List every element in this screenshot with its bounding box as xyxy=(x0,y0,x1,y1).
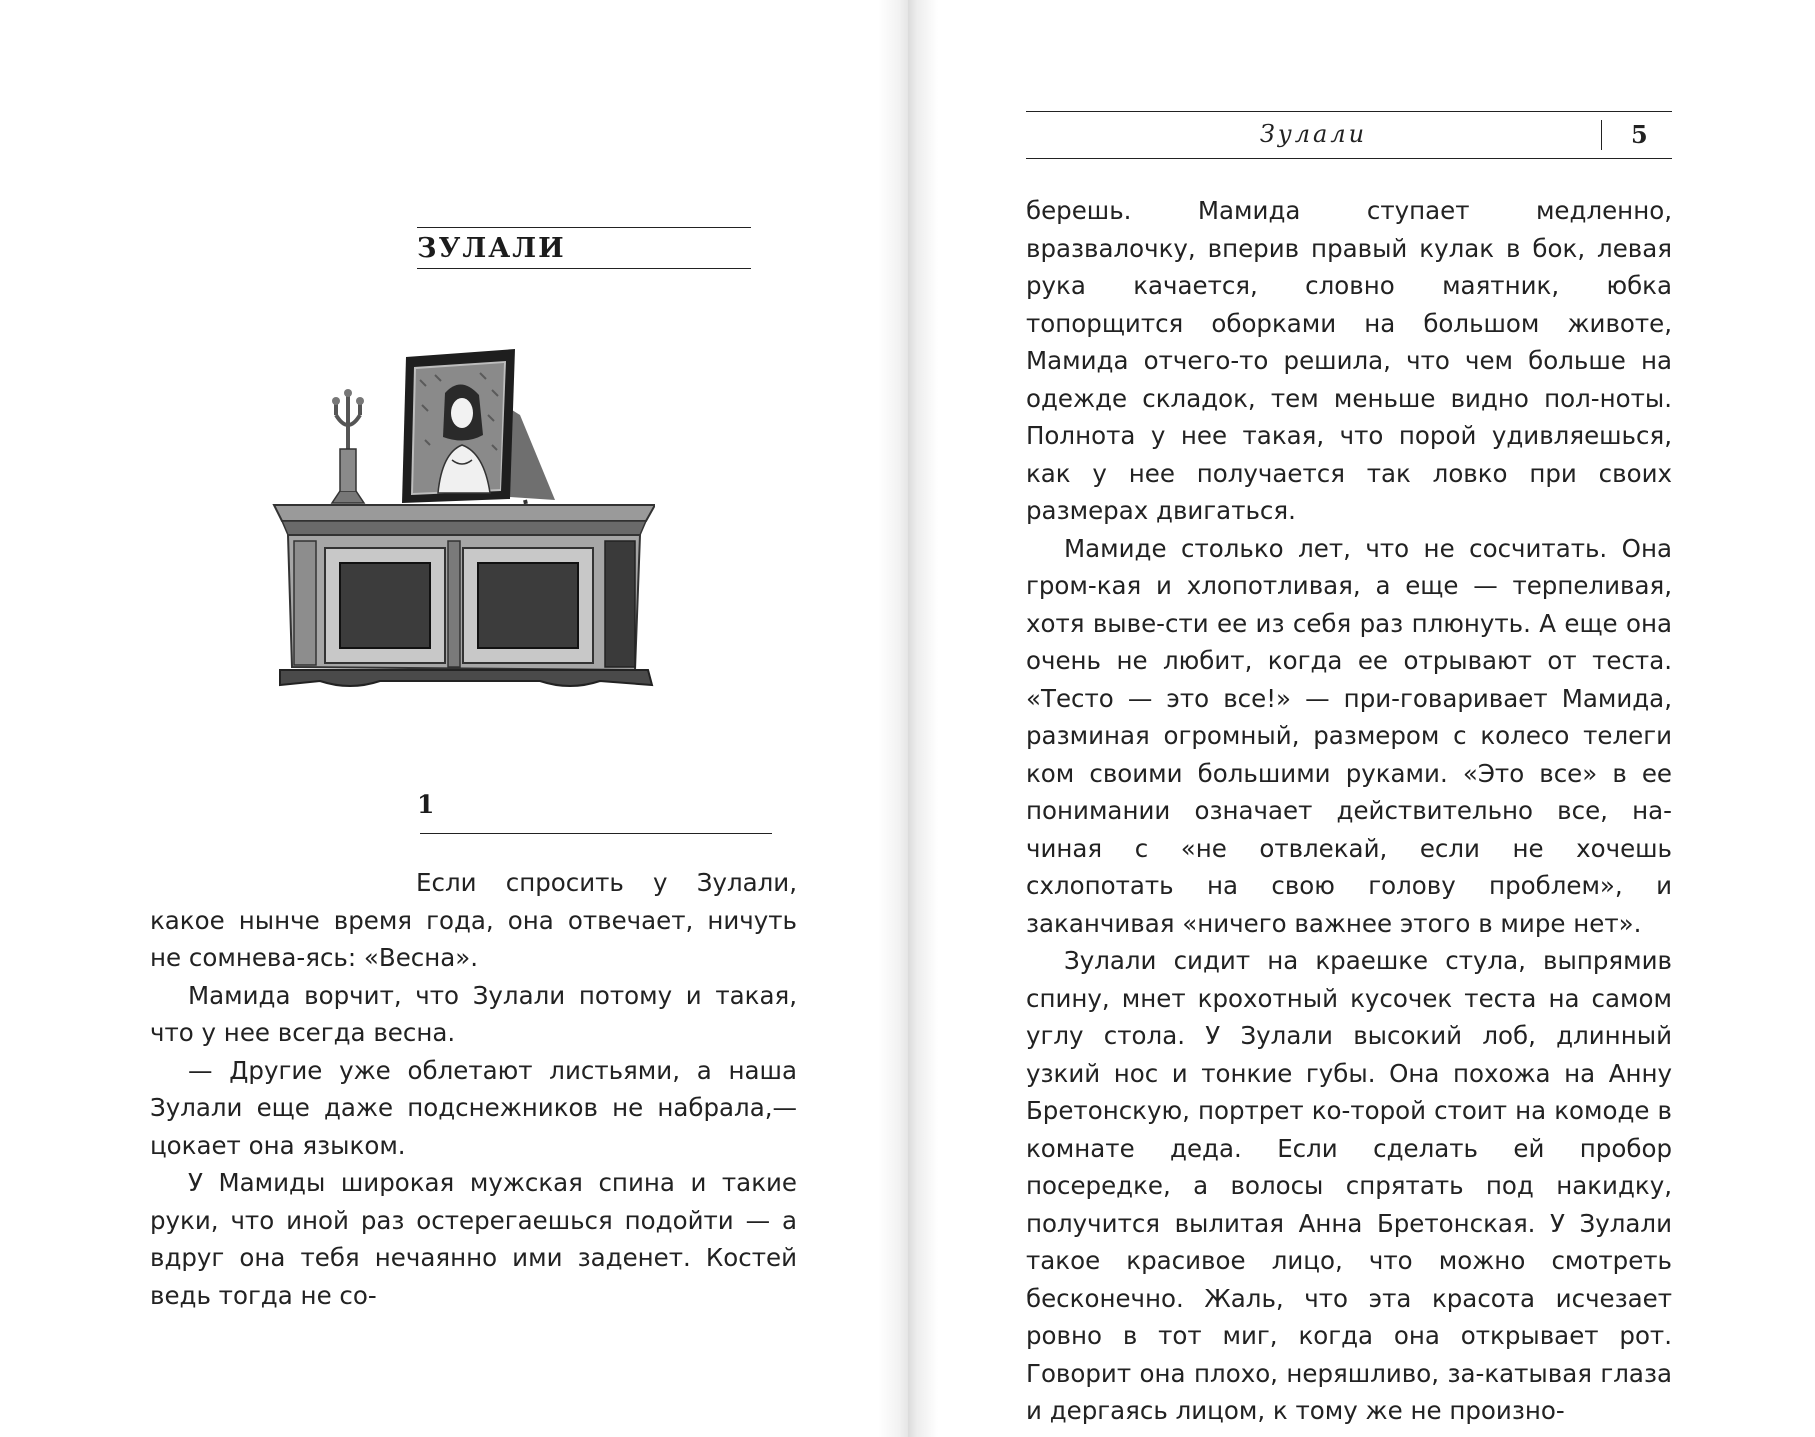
gutter-shadow-left xyxy=(878,0,908,1437)
dresser-portrait-illustration xyxy=(270,345,655,695)
paragraph: — Другие уже облетают листьями, а наша Зулали еще даже подснежников не набрала,— цокает она языком. xyxy=(150,1055,797,1160)
left-page-text xyxy=(150,864,797,1314)
header-separator xyxy=(1601,120,1602,150)
paragraph: Зулали сидит на краешке стула, выпрямив спину, мнет крохотный кусочек теста на самом углу стола. У Зулали высокий лоб, длинный узкий нос и тонкие губы. Она похожа на Анну Бретонскую, портрет ко-торой стоит на комоде в комнате деда. Если сделать ей пробор посередке, а волосы спрятать под накидку, получится вылитая Анна Бретонская. У Зулали такое красивое лицо, что можно смотреть бесконечно. Жаль, что эта красота исчезает ровно в тот миг, когда она открывает рот. Говорит она плохо, неряшливо, за-катывая глаза и дергаясь лицом, к тому же не произно- xyxy=(1026,946,1672,1425)
paragraph: Мамиде столько лет, что не сосчитать. Она гром-кая и хлопотливая, а еще — терпеливая, хотя выве-сти ее из себя раз плюнуть. А еще она очень не любит, когда ее отрывают от теста. «Тесто — это все!» — при-говаривает Мамида, разминая огромный, размером с колесо телеги ком своими большими руками. «Это все» в ее понимании означает действительно все, на-чиная с «не отвлекай, если не хочешь схлопотать на свою голову проблем», и заканчивая «ничего важнее этого в мире нет». xyxy=(1026,533,1672,938)
running-header xyxy=(1026,111,1672,159)
paragraph: берешь. Мамида ступает медленно, вразвалочку, вперив правый кулак в бок, левая рука качается, словно маятник, юбка топорщится оборками на большом животе, Мамида отчего-то решила, что чем больше на одежде складок, тем меньше видно пол-ноты. Полнота у нее такая, что порой удивляешься, как у нее получается так ловко при своих размерах двигаться. xyxy=(1026,196,1672,525)
page-number: 5 xyxy=(1631,120,1648,149)
section-number: 1 xyxy=(417,790,435,819)
paragraph: Если спросить у Зулали, какое нынче время года, она отвечает, ничуть не сомнева-ясь: «Весна». xyxy=(150,868,797,972)
section-rule xyxy=(420,833,772,834)
running-title: Зулали xyxy=(1259,120,1368,148)
gutter-shadow-right xyxy=(908,0,938,1437)
chapter-title-block xyxy=(417,227,751,269)
right-page-text xyxy=(1026,192,1672,1430)
paragraph: У Мамиды широкая мужская спина и такие руки, что иной раз остерегаешься подойти — а вдруг она тебя нечаянно ими заденет. Костей ведь тогда не со- xyxy=(150,1168,797,1310)
chapter-title: ЗУЛАЛИ xyxy=(417,233,566,264)
paragraph: Мамида ворчит, что Зулали потому и такая, что у нее всегда весна. xyxy=(150,980,797,1047)
